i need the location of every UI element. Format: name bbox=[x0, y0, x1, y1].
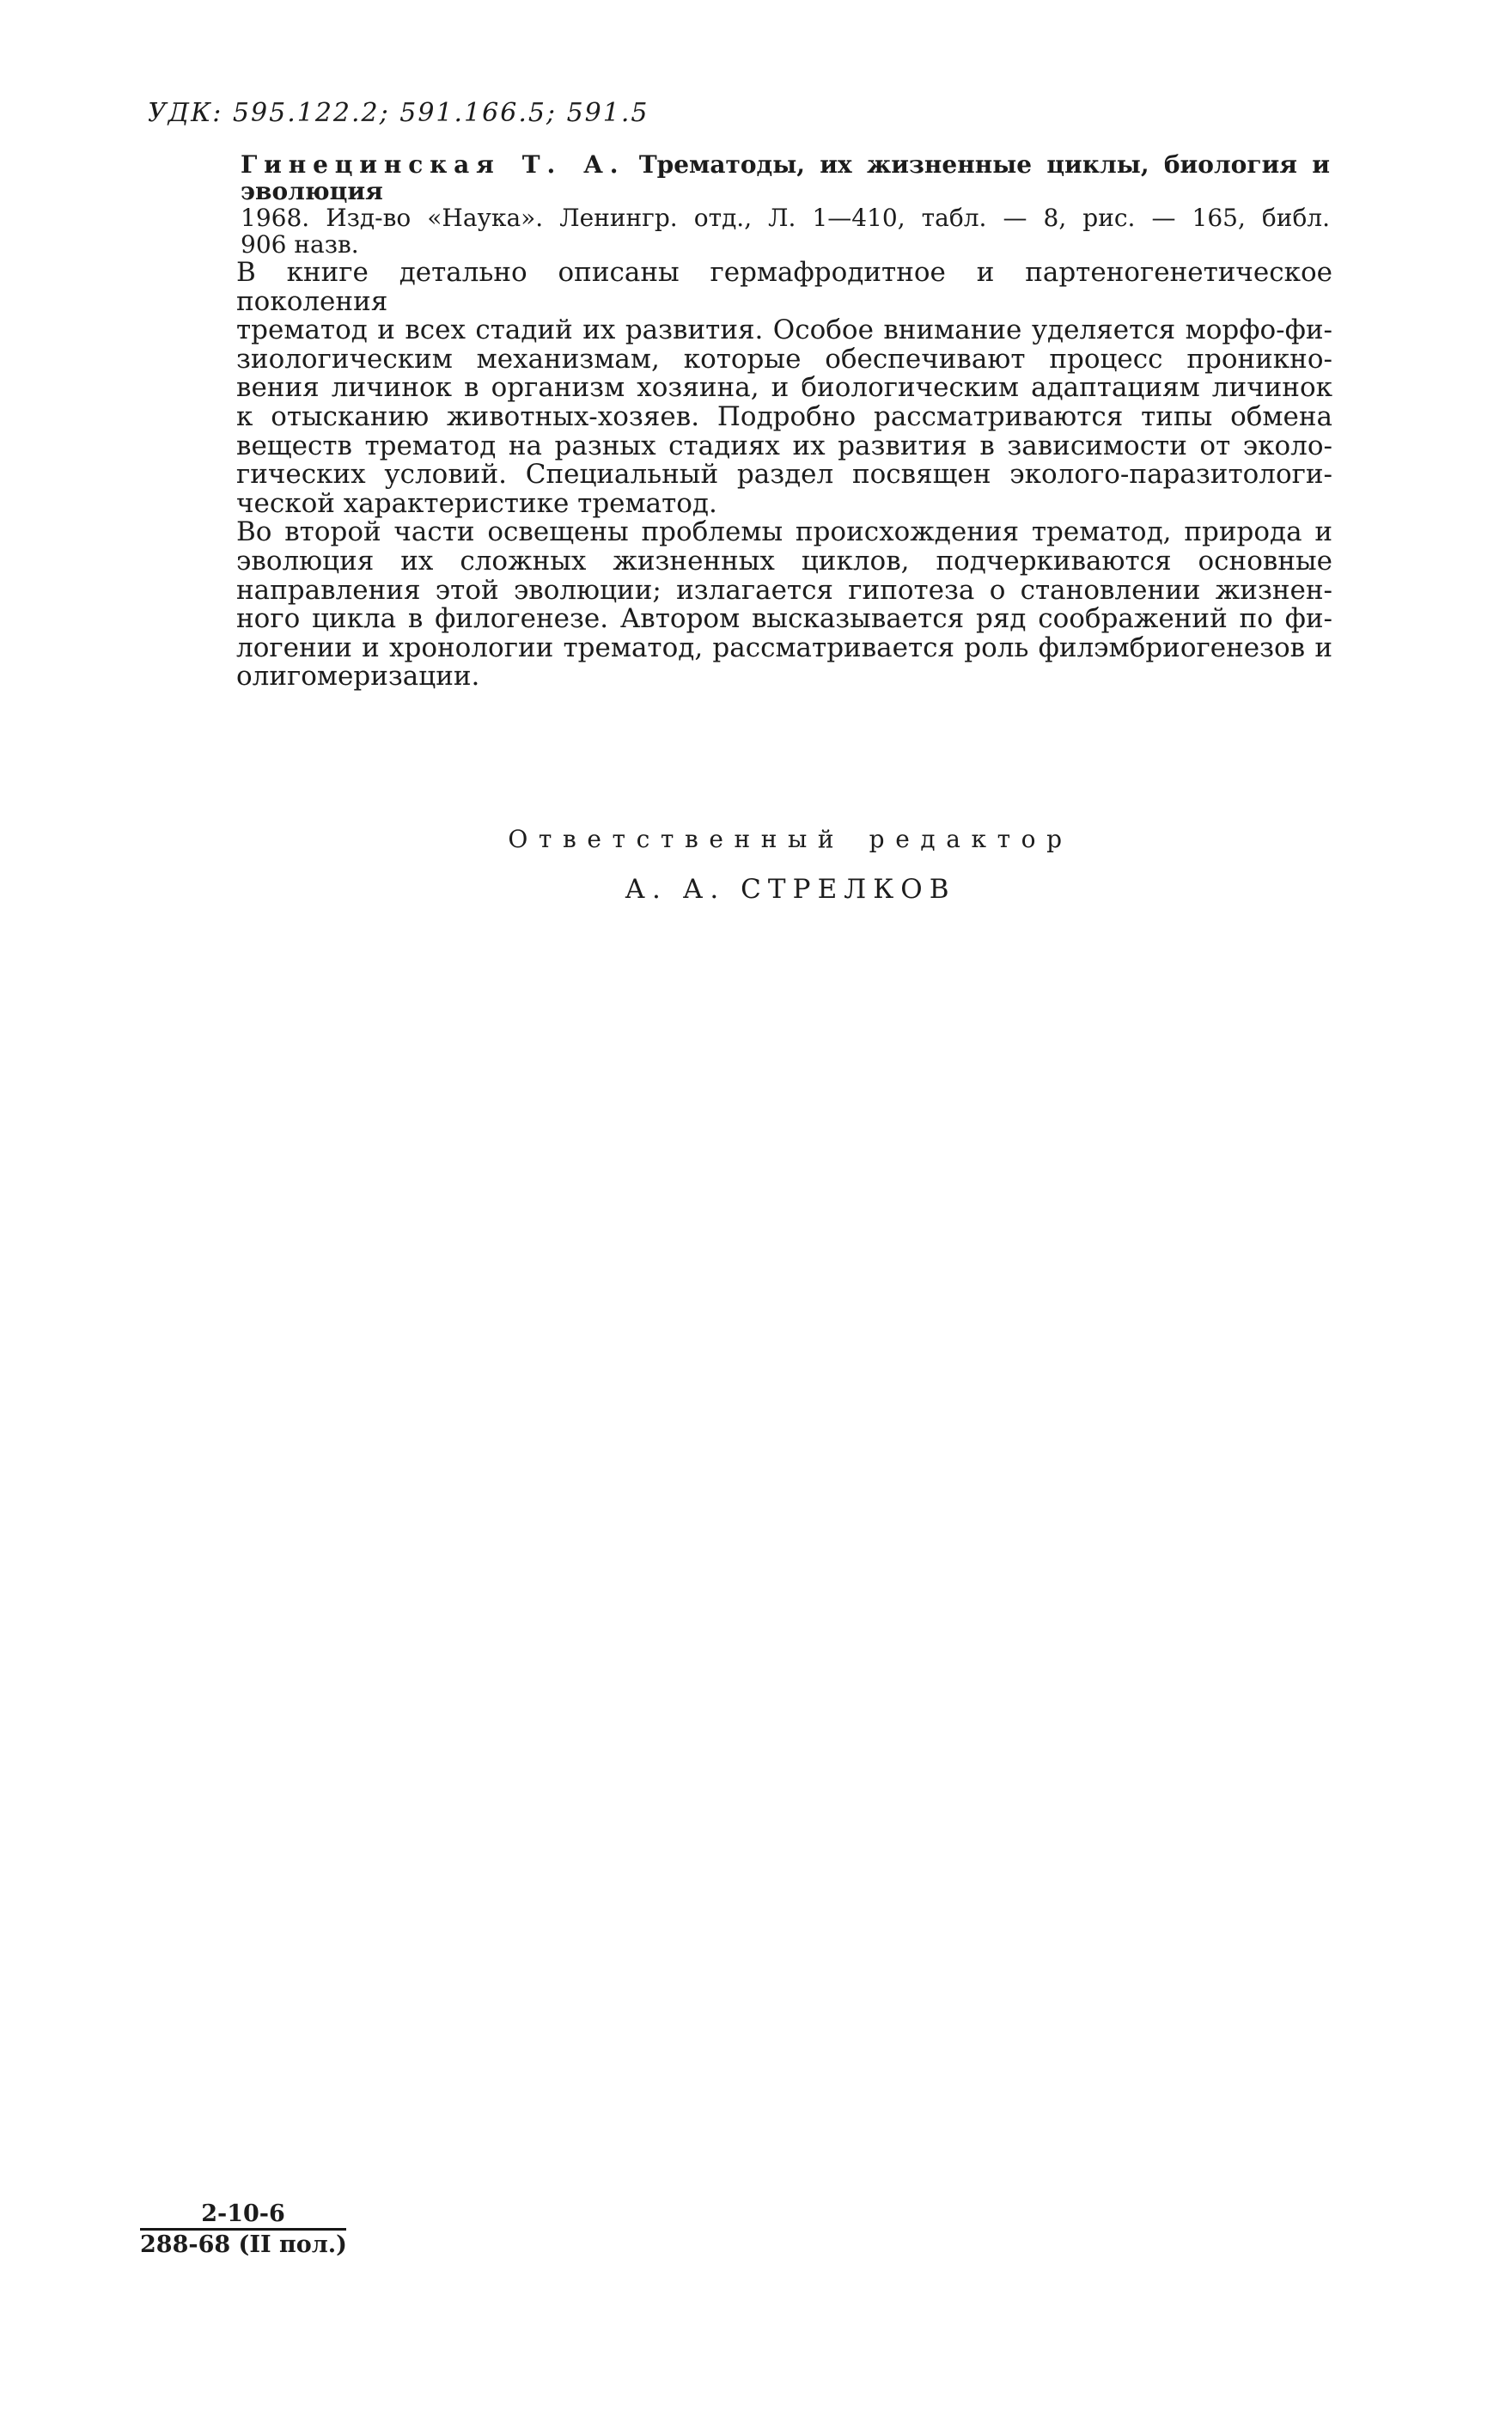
annotation-line: направления этой эволюции; излагается гипотеза о становлении жизнен- bbox=[236, 574, 1332, 606]
annotation-line: веществ трематод на разных стадиях их развития в зависимости от эколо- bbox=[236, 430, 1332, 461]
annotation-line: трематод и всех стадий их развития. Особое внимание уделяется морфо-фи- bbox=[236, 314, 1332, 346]
annotation-line: эволюция их сложных жизненных циклов, подчеркиваются основные bbox=[236, 545, 1332, 577]
annotation-text bbox=[236, 259, 1332, 692]
annotation-line: ного цикла в филогенезе. Автором высказывается ряд соображений по фи- bbox=[236, 603, 1332, 635]
udk-classification: УДК: 595.122.2; 591.166.5; 591.5 bbox=[148, 98, 649, 128]
bibliography-line-3: 906 назв. bbox=[241, 230, 359, 259]
annotation-line: вения личинок в организм хозяина, и биологическим адаптациям личинок bbox=[236, 372, 1332, 404]
annotation-line: олигомеризации. bbox=[236, 661, 480, 693]
annotation-line: Во второй части освещены проблемы происхождения трематод, природа и bbox=[236, 516, 1332, 548]
annotation-line: логении и хронологии трематод, рассматривается роль филэмбриогенезов и bbox=[236, 632, 1332, 663]
bibliography-line-1 bbox=[241, 151, 1330, 204]
annotation-line: ческой характеристике трематод. bbox=[236, 487, 717, 519]
print-order-code bbox=[140, 2201, 346, 2257]
bibliography-author: Гинецинская Т. А. bbox=[241, 150, 625, 179]
print-order-denominator: 288-68 (II пол.) bbox=[140, 2231, 347, 2258]
print-order-numerator: 2-10-6 bbox=[201, 2200, 285, 2227]
editor-name: А. А. СТРЕЛКОВ bbox=[625, 874, 956, 905]
annotation-line: зиологическим механизмам, которые обеспечивают процесс проникно- bbox=[236, 343, 1332, 375]
annotation-paragraph-2 bbox=[236, 518, 1332, 692]
annotation-paragraph-1 bbox=[236, 259, 1332, 518]
annotation-line: гических условий. Специальный раздел посвящен эколого-паразитологи- bbox=[236, 459, 1332, 491]
annotation-line: к отысканию животных-хозяев. Подробно рассматриваются типы обмена bbox=[236, 400, 1332, 432]
bibliography-entry bbox=[241, 151, 1330, 258]
annotation-line: В книге детально описаны гермафродитное и партеногенетическое поколения bbox=[236, 257, 1332, 317]
bibliography-line-2: 1968. Изд-во «Наука». Ленингр. отд., Л. 1—410, табл. — 8, рис. — 165, библ. bbox=[241, 204, 1330, 232]
editor-role-label: Ответственный редактор bbox=[508, 825, 1073, 853]
bibliography-title: Трематоды, их жизненные циклы, биология и эволюция bbox=[241, 150, 1330, 205]
fraction-bar bbox=[140, 2228, 346, 2231]
